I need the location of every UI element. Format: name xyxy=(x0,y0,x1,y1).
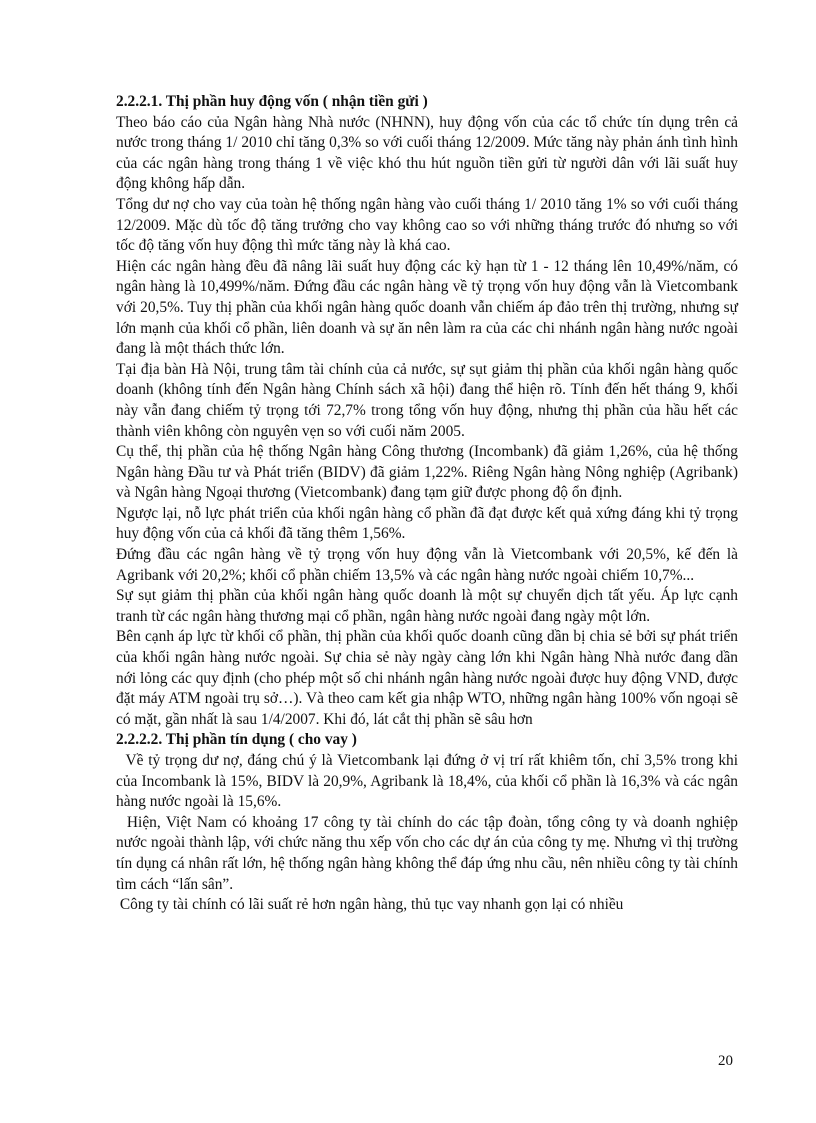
paragraph: Công ty tài chính có lãi suất rẻ hơn ngân hàng, thủ tục vay nhanh gọn lại có nhiều xyxy=(116,896,624,914)
paragraph: Sự sụt giảm thị phần của khối ngân hàng quốc doanh là một sự chuyển dịch tất yếu. Áp lực cạnh tranh từ các ngân hàng thương mại cổ phần, ngân hàng nước ngoài đang ngày một lớn. xyxy=(116,587,738,625)
paragraph: Theo báo cáo của Ngân hàng Nhà nước (NHNN), huy động vốn của các tổ chức tín dụng trên cả nước trong tháng 1/ 2010 chỉ tăng 0,3% so với cuối tháng 12/2009. Mức tăng này phản ánh tình hình của các ngân hàng trong tháng 1 về việc khó thu hút nguồn tiền gửi từ người dân với lãi suất huy động không hấp dẫn. xyxy=(116,113,738,193)
page-number: 20 xyxy=(718,1053,733,1069)
paragraph: Đứng đầu các ngân hàng về tỷ trọng vốn huy động vẫn là Vietcombank với 20,5%, kế đến là Agribank với 20,2%; khối cổ phần chiếm 13,5% và các ngân hàng nước ngoài chiếm 10,7%... xyxy=(116,546,738,584)
section-heading-deposit-market-share: 2.2.2.1. Thị phần huy động vốn ( nhận tiền gửi ) xyxy=(116,93,428,110)
paragraph: Cụ thể, thị phần của hệ thống Ngân hàng Công thương (Incombank) đã giảm 1,26%, của hệ thống Ngân hàng Đầu tư và Phát triển (BIDV) đã giảm 1,22%. Riêng Ngân hàng Nông nghiệp (Agribank) và Ngân hàng Ngoại thương (Vietcombank) đang tạm giữ được phong độ ổn định. xyxy=(116,443,738,502)
paragraph: Bên cạnh áp lực từ khối cổ phần, thị phần của khối quốc doanh cũng dần bị chia sẻ bởi sự phát triển của khối ngân hàng nước ngoài. Sự chia sẻ này ngày càng lớn khi Ngân hàng Nhà nước đang dần nới lỏng các quy định (cho phép một số chi nhánh ngân hàng nước ngoài được huy động VND, được đặt máy ATM ngoài trụ sở…). Và theo cam kết gia nhập WTO, những ngân hàng 100% vốn ngoại sẽ có mặt, gần nhất là sau 1/4/2007. Khi đó, lát cắt thị phần sẽ sâu hơn xyxy=(116,628,738,728)
paragraph: Tại địa bàn Hà Nội, trung tâm tài chính của cả nước, sự sụt giảm thị phần của khối ngân hàng quốc doanh (không tính đến Ngân hàng Chính sách xã hội) đang thể hiện rõ. Tính đến hết tháng 9, khối này vẫn đang chiếm tỷ trọng tới 72,7% trong tổng vốn huy động, nhưng thị phần của hầu hết các thành viên không còn nguyên vẹn so với cuối năm 2005. xyxy=(116,360,738,440)
paragraph: Ngược lại, nỗ lực phát triển của khối ngân hàng cổ phần đã đạt được kết quả xứng đáng khi tỷ trọng huy động vốn của cả khối đã tăng thêm 1,56%. xyxy=(116,504,738,543)
paragraph: Hiện các ngân hàng đều đã nâng lãi suất huy động các kỳ hạn từ 1 - 12 tháng lên 10,49%/năm, có ngân hàng là 10,499%/năm. Đứng đầu các ngân hàng về tỷ trọng vốn huy động vẫn là Vietcombank với 20,5%. Tuy thị phần của khối ngân hàng quốc doanh vẫn chiếm áp đảo trên thị trường, nhưng sự lớn mạnh của khối cổ phần, liên doanh và sự ăn nên làm ra của các chi nhánh ngân hàng nước ngoài đang là một thách thức lớn. xyxy=(116,257,738,358)
section-heading-credit-market-share: 2.2.2.2. Thị phần tín dụng ( cho vay ) xyxy=(116,731,357,749)
document-page xyxy=(116,92,742,916)
paragraph: Tổng dư nợ cho vay của toàn hệ thống ngân hàng vào cuối tháng 1/ 2010 tăng 1% so với cuối tháng 12/2009. Mặc dù tốc độ tăng trưởng cho vay không cao so với những tháng trước đó nhưng so với tốc độ tăng vốn huy động thì mức tăng này là khá cao. xyxy=(116,195,738,255)
paragraph: Về tỷ trọng dư nợ, đáng chú ý là Vietcombank lại đứng ở vị trí rất khiêm tốn, chỉ 3,5% trong khi của Incombank là 15%, BIDV là 20,9%, Agribank là 18,4%, của khối cổ phần là 16,3% và các ngân hàng nước ngoài là 15,6%. xyxy=(116,752,742,811)
paragraph: Hiện, Việt Nam có khoảng 17 công ty tài chính do các tập đoàn, tổng công ty và doanh nghiệp nước ngoài thành lập, với chức năng thu xếp vốn cho các dự án của công ty mẹ. Nhưng vì thị trường tín dụng cá nhân rất lớn, hệ thống ngân hàng không thể đáp ứng nhu cầu, nên nhiều công ty tài chính tìm cách “lấn sân”. xyxy=(116,813,742,893)
